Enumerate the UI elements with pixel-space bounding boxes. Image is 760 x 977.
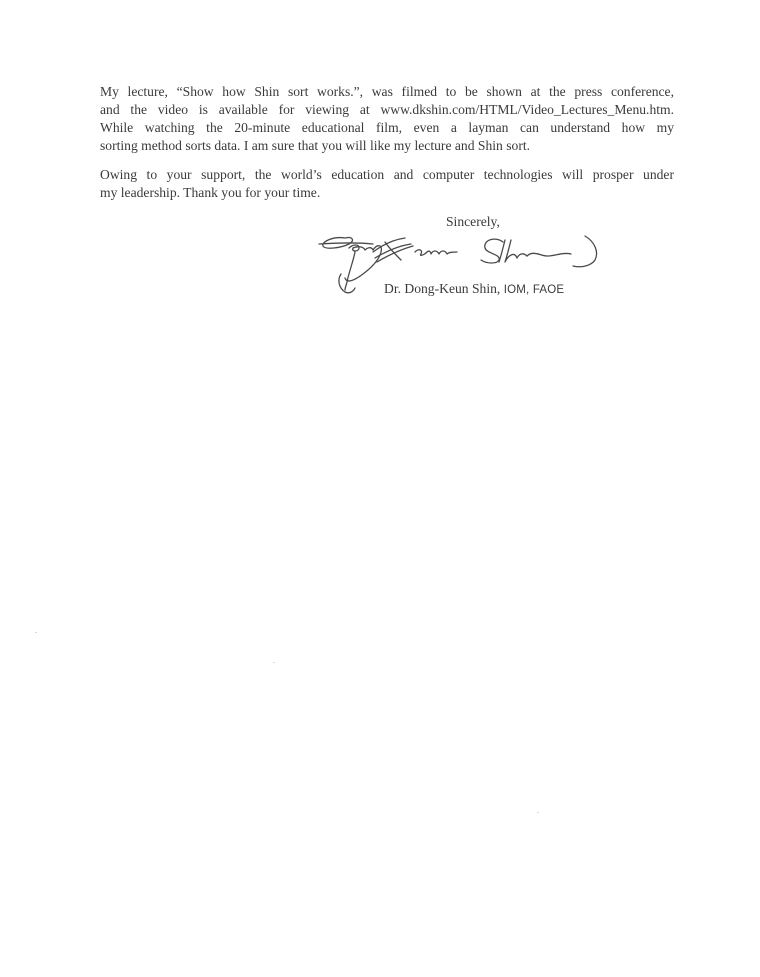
signer-block bbox=[384, 280, 564, 299]
paragraph-line: While watching the 20-minute educational film, even a layman can understand how my bbox=[100, 120, 674, 135]
scan-speck bbox=[273, 662, 275, 663]
scan-speck bbox=[35, 632, 37, 633]
scan-speck bbox=[537, 812, 539, 813]
paragraph-line: my leadership. Thank you for your time. bbox=[100, 185, 321, 200]
signer-credentials: IOM, FAOE bbox=[503, 284, 565, 296]
paragraph-line: My lecture, “Show how Shin sort works.”, was filmed to be shown at the press conference, bbox=[100, 84, 674, 99]
lecture-paragraph bbox=[100, 83, 674, 155]
paragraph-line: sorting method sorts data. I am sure that you will like my lecture and Shin sort. bbox=[100, 138, 531, 153]
closing-salutation: Sincerely, bbox=[446, 214, 500, 229]
paragraph-line: Owing to your support, the world’s education and computer technologies will prosper under bbox=[100, 167, 674, 182]
thanks-paragraph bbox=[100, 166, 674, 202]
signer-name: Dr. Dong-Keun Shin, bbox=[384, 281, 501, 296]
paragraph-line: and the video is available for viewing at www.dkshin.com/HTML/Video_Lectures_Menu.htm. bbox=[100, 102, 674, 117]
